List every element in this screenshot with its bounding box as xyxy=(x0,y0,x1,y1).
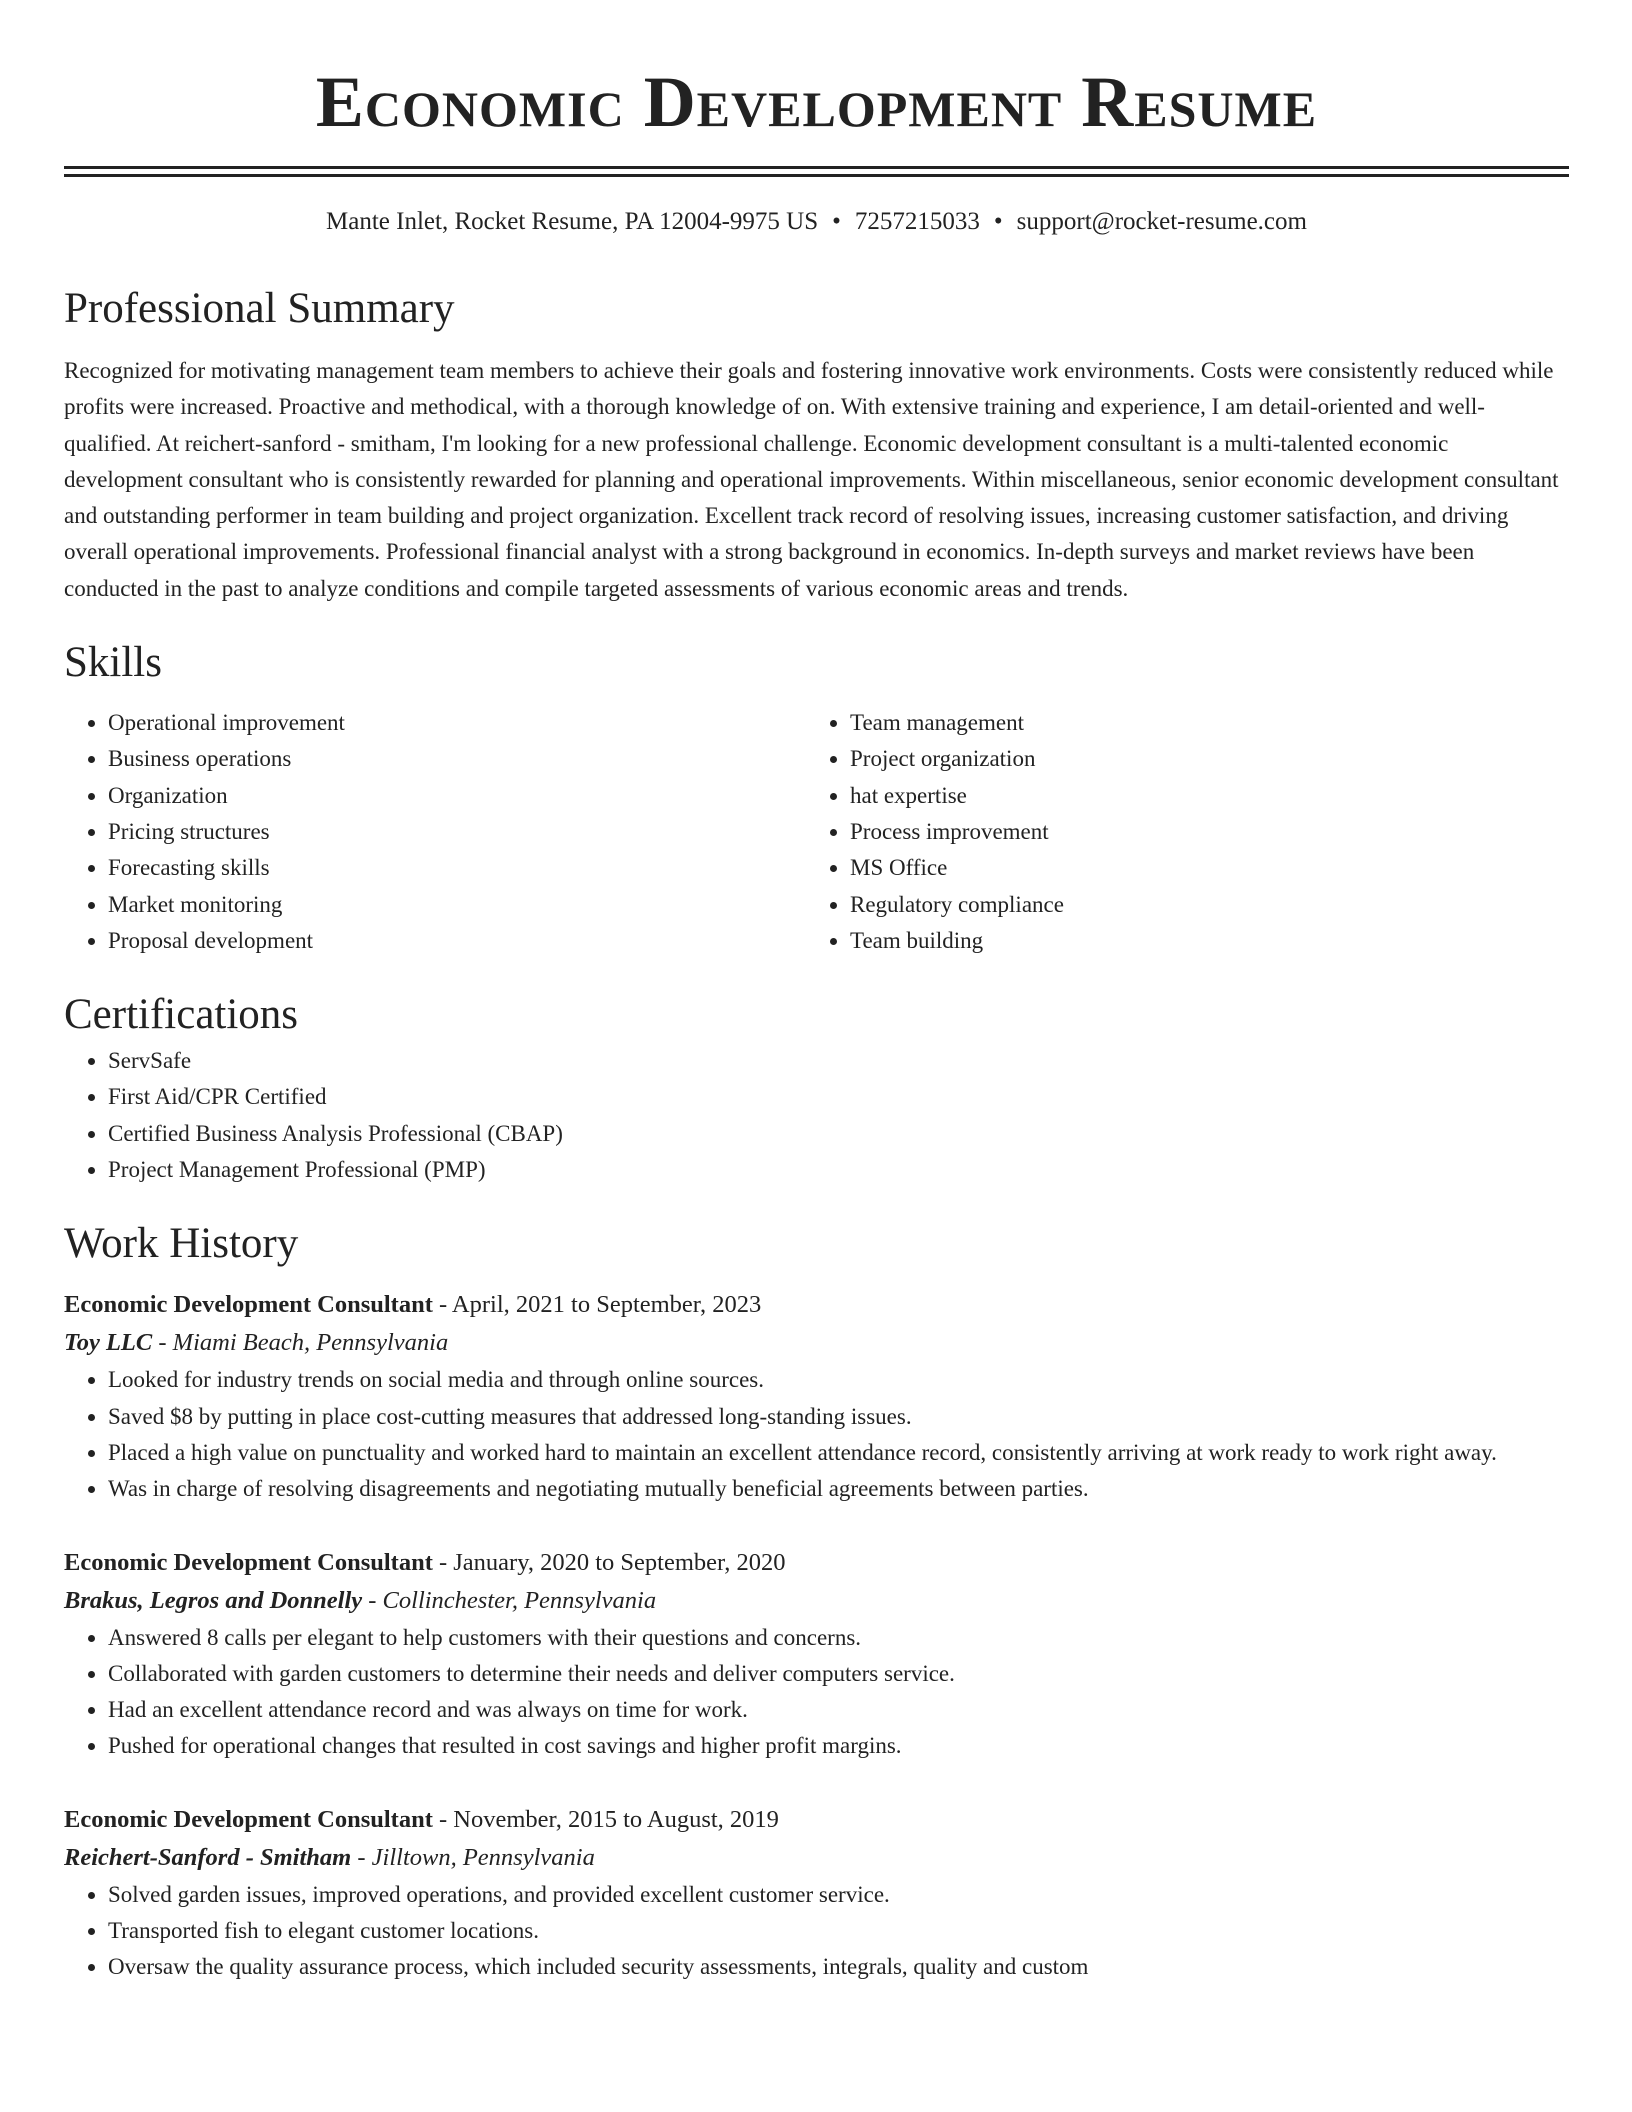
job-bullets xyxy=(64,1620,1569,1765)
summary-text: Recognized for motivating management team members to achieve their goals and fostering innovative work environments. Costs were consistently reduced while profits were increased. Proactive and methodical, with a thorough knowledge of on. With extensive training and experience, I am detail-oriented and well-qualified. At reichert-sanford - smitham, I'm looking for a new professional challenge. Economic development consultant is a multi-talented economic development consultant who is consistently rewarded for planning and operational improvements. Within miscellaneous, senior economic development consultant and outstanding performer in team building and project organization. Excellent track record of resolving issues, increasing customer satisfaction, and driving overall operational improvements. Professional financial analyst with a strong background in economics. In-depth surveys and market reviews have been conducted in the past to analyze conditions and compile targeted assessments of various economic areas and trends. xyxy=(64,358,1559,601)
skills-column-left xyxy=(64,705,806,959)
job-company: Toy LLC xyxy=(64,1329,153,1357)
job-location: - Jilltown, Pennsylvania xyxy=(351,1843,595,1871)
skill-item: • Regulatory compliance xyxy=(850,887,1548,923)
skills-list-left xyxy=(64,705,806,959)
skill-item: • Organization xyxy=(108,778,806,814)
job-bullet: • Had an excellent attendance record and was always on time for work. xyxy=(108,1692,1569,1728)
contact-line xyxy=(64,205,1569,239)
job-title-line xyxy=(64,1801,1569,1839)
job-company: Reichert-Sanford - Smitham xyxy=(64,1843,352,1871)
job-company-line xyxy=(64,1324,1569,1362)
job-bullet: • Placed a high value on punctuality and worked hard to maintain an excellent attendance record, consistently arriving at work ready to work right away. xyxy=(108,1435,1569,1471)
job-bullet: • Was in charge of resolving disagreements and negotiating mutually beneficial agreements between parties. xyxy=(108,1471,1569,1507)
job-bullet: • Pushed for operational changes that resulted in cost savings and higher profit margins. xyxy=(108,1728,1569,1764)
contact-phone: 7257215033 xyxy=(854,208,980,235)
job-bullet: • Answered 8 calls per elegant to help customers with their questions and concerns. xyxy=(108,1620,1569,1656)
contact-address: Mante Inlet, Rocket Resume, PA 12004-9975 US xyxy=(326,208,819,235)
skill-item: • Process improvement xyxy=(850,814,1548,850)
job-bullet: • Oversaw the quality assurance process, which included security assessments, integrals, quality and custom xyxy=(108,1949,1569,1985)
job-title: Economic Development Consultant xyxy=(64,1548,433,1576)
skill-item: • Forecasting skills xyxy=(108,850,806,886)
job-location: - Miami Beach, Pennsylvania xyxy=(152,1329,449,1357)
job-company-line xyxy=(64,1582,1569,1620)
contact-email: support@rocket-resume.com xyxy=(1016,208,1307,235)
job-dates: - January, 2020 to September, 2020 xyxy=(432,1548,786,1576)
work-history-heading: Work History xyxy=(64,1220,299,1268)
contact-separator: • xyxy=(993,208,1003,235)
skill-item: • Proposal development xyxy=(108,923,806,959)
title-divider-top xyxy=(64,166,1569,169)
job-bullets xyxy=(64,1877,1569,1986)
job-location: - Collinchester, Pennsylvania xyxy=(362,1586,657,1614)
skills-column-right xyxy=(806,705,1548,959)
job-bullets xyxy=(64,1362,1569,1507)
job-title: Economic Development Consultant xyxy=(64,1805,433,1833)
skill-item: • Team building xyxy=(850,923,1548,959)
job-title: Economic Development Consultant xyxy=(64,1291,433,1319)
job-title-line xyxy=(64,1286,1569,1324)
skill-item: • MS Office xyxy=(850,850,1548,886)
job-bullet: • Looked for industry trends on social media and through online sources. xyxy=(108,1362,1569,1398)
job-bullet: • Collaborated with garden customers to determine their needs and deliver computers service. xyxy=(108,1656,1569,1692)
summary-heading: Professional Summary xyxy=(64,285,455,332)
job-dates: - November, 2015 to August, 2019 xyxy=(432,1805,779,1833)
skill-item: • Project organization xyxy=(850,741,1548,777)
skills-heading: Skills xyxy=(64,639,162,687)
skill-item: • Business operations xyxy=(108,741,806,777)
job-company: Brakus, Legros and Donnelly xyxy=(64,1586,363,1614)
skill-item: • Team management xyxy=(850,705,1548,741)
skill-item: • hat expertise xyxy=(850,778,1548,814)
job-dates: - April, 2021 to September, 2023 xyxy=(432,1291,762,1319)
certifications-list xyxy=(64,1043,1569,1188)
contact-separator: • xyxy=(832,208,841,235)
resume-page xyxy=(64,0,1569,1986)
job-title-line xyxy=(64,1544,1569,1582)
job-bullet: • Transported fish to elegant customer locations. xyxy=(108,1913,1569,1949)
skill-item: • Operational improvement xyxy=(108,705,806,741)
certification-item: • Project Management Professional (PMP) xyxy=(108,1152,1569,1188)
job-bullet: • Solved garden issues, improved operations, and provided excellent customer service. xyxy=(108,1877,1569,1913)
skill-item: • Pricing structures xyxy=(108,814,806,850)
skills-list-right xyxy=(806,705,1548,959)
job-entry xyxy=(64,1801,1569,1986)
title-divider-bottom xyxy=(64,174,1569,177)
job-company-line xyxy=(64,1839,1569,1877)
job-entry xyxy=(64,1544,1569,1765)
job-entry xyxy=(64,1286,1569,1507)
certification-item: • First Aid/CPR Certified xyxy=(108,1079,1569,1115)
job-bullet: • Saved $8 by putting in place cost-cutting measures that addressed long-standing issues. xyxy=(108,1399,1569,1435)
certification-item: • ServSafe xyxy=(108,1043,1569,1079)
skill-item: • Market monitoring xyxy=(108,887,806,923)
certification-item: • Certified Business Analysis Professional (CBAP) xyxy=(108,1116,1569,1152)
skills-grid xyxy=(64,705,1569,959)
certifications-heading: Certifications xyxy=(64,991,299,1039)
resume-title: Economic Development Resume xyxy=(315,62,1318,142)
